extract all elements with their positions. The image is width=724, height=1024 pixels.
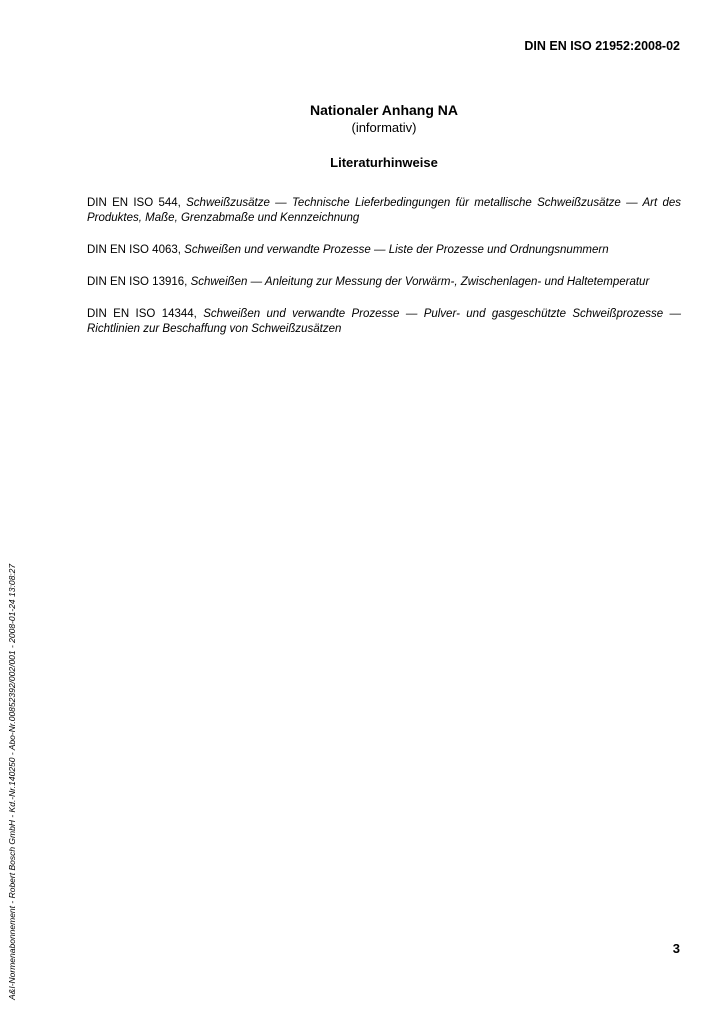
reference-id: DIN EN ISO 4063, xyxy=(87,244,181,256)
reference-id: DIN EN ISO 13916, xyxy=(87,276,188,288)
annex-heading xyxy=(87,102,681,171)
document-id: DIN EN ISO 21952:2008-02 xyxy=(524,39,680,53)
reference-title: Schweißzusätze — Technische Lieferbedingungen für metallische Schweißzusätze — Art des Produktes, Maße, Grenzabmaße und Kennzeichnung xyxy=(87,197,681,224)
reference-id: DIN EN ISO 544, xyxy=(87,197,181,209)
annex-title: Nationaler Anhang NA xyxy=(309,102,459,118)
license-watermark: A&I-Normenabonnement - Robert Bosch GmbH - Kd.-Nr.140250 - Abo-Nr.00852392/002/001 - 2008-01-24 13:08:27 xyxy=(7,563,17,1000)
reference-id: DIN EN ISO 14344, xyxy=(87,308,197,320)
reference-list xyxy=(87,196,681,354)
page-number: 3 xyxy=(672,941,680,956)
annex-subtitle: (informativ) xyxy=(351,120,417,135)
reference-title: Schweißen — Anleitung zur Messung der Vorwärm-, Zwischenlagen- und Haltetemperatur xyxy=(190,276,650,288)
reference-item xyxy=(87,307,681,337)
reference-title: Schweißen und verwandte Prozesse — Pulver- und gasgeschützte Schweißprozesse — Richtlinien zur Beschaffung von Schweißzusätzen xyxy=(87,308,681,335)
section-title: Literaturhinweise xyxy=(330,155,438,170)
reference-title: Schweißen und verwandte Prozesse — Liste der Prozesse und Ordnungsnummern xyxy=(184,244,609,256)
reference-item xyxy=(87,243,681,258)
reference-item xyxy=(87,275,681,290)
reference-item xyxy=(87,196,681,226)
